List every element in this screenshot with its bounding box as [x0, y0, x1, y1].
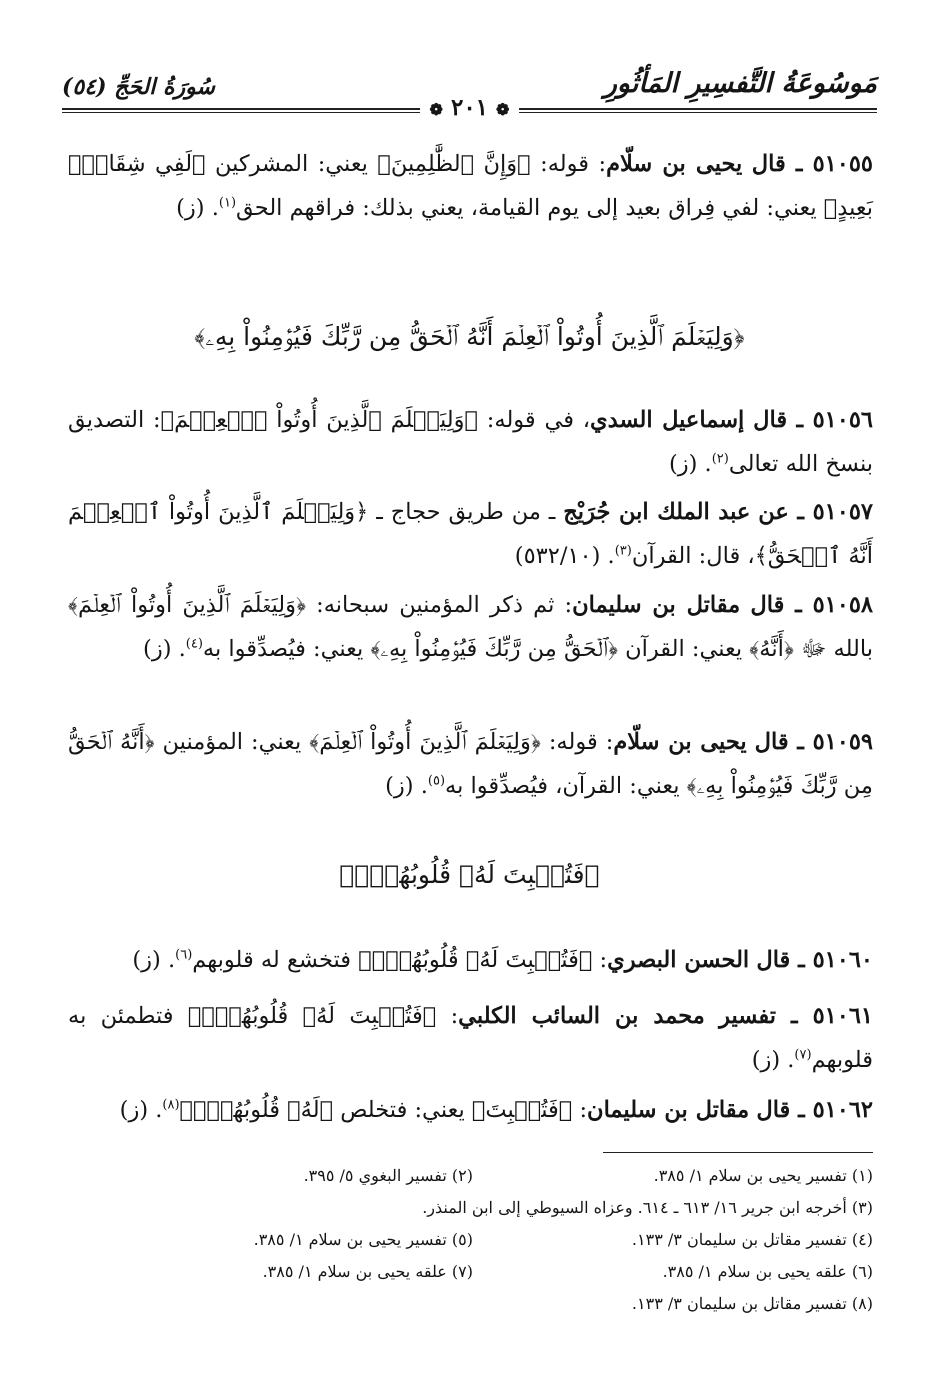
footnote-separator [603, 1152, 873, 1153]
entry-text: ، في قوله: ﴿وَلِيَعۡلَمَ ٱلَّذِينَ أُوتُواْ ٱلۡعِلۡمَ﴾: التصديق بنسخ الله تعالى [68, 407, 873, 477]
book-title: مَوسُوعَةُ التَّفسِيرِ المَأثُورِ [603, 68, 877, 99]
entry-number: ٥١٠٥٩ ـ قال [754, 729, 873, 755]
entry-number: ٥١٠٦٠ ـ قال [756, 947, 873, 973]
footnote-8: (٨) تفسير مقاتل بن سليمان ٣/ ١٣٣. [631, 1294, 873, 1313]
footnote-7: (٧) علقه يحيى بن سلام ١/ ٣٨٥. [262, 1262, 473, 1281]
footnote-row [68, 1256, 873, 1288]
entry-text: : قوله: ﴿وَإِنَّ ٱلظَّٰلِمِينَ﴾ يعني: المشركين ﴿لَفِي شِقَاقٍۭ بَعِيدٍ﴾ يعني: لفي فِراق بعيد إلى يوم القيامة، يعني بذلك: فراقهم الحق [68, 151, 873, 221]
ornament-icon: ❁ [429, 100, 443, 119]
entry-tail: . (ز) [385, 773, 428, 799]
entry-51060 [68, 938, 873, 982]
footnote-ref[interactable]: (٥) [427, 773, 446, 789]
entry-51056 [68, 398, 873, 486]
entry-number: ٥١٠٥٥ ـ قال [751, 151, 874, 177]
narrator-name: إسماعيل السدي [590, 407, 745, 433]
footnote-2: (٢) تفسير البغوي ٥/ ٣٩٥. [303, 1166, 473, 1185]
entry-tail: . (ز) [668, 451, 712, 477]
entry-text: : ﴿فَتُخۡبِتَ لَهُۥ قُلُوبُهُمۡۗ﴾ فتطمئن به قلوبهم [68, 1003, 873, 1073]
narrator-name: يحيى بن سلّام [613, 729, 747, 755]
entry-text: : ﴿فَتُخۡبِتَ﴾ يعني: فتخلص ﴿لَهُۥ قُلُوبُهُمۡۗ﴾ [179, 1097, 588, 1123]
narrator-name: مقاتل بن سليمان [572, 592, 741, 618]
footnote-ref[interactable]: (٢) [711, 451, 729, 467]
entry-tail: . (ز) [176, 195, 219, 221]
entry-tail: . (ز) [751, 1047, 795, 1073]
surah-title: سُورَةُ الحَجِّ (٥٤) [62, 74, 215, 100]
narrator-name: محمد بن السائب الكلبي [458, 1003, 705, 1029]
footnote-ref[interactable]: (٣) [614, 543, 632, 559]
entry-51055 [68, 142, 873, 230]
entry-tail: . (ز) [132, 947, 176, 973]
narrator-name: عبد الملك ابن جُرَيْج [563, 499, 751, 525]
entry-text: : ﴿فَتُخۡبِتَ لَهُۥ قُلُوبُهُمۡۗ﴾ فتخشع له قلوبهم [192, 947, 608, 973]
footnote-4: (٤) تفسير مقاتل بن سليمان ٣/ ١٣٣. [631, 1230, 873, 1249]
entry-text: : ثم ذكر المؤمنين سبحانه: ﴿وَلِيَعۡلَمَ ٱلَّذِينَ أُوتُواْ ٱلۡعِلۡمَ﴾ بالله ﷻ ﴿أَنَّهُ﴾ يعني: القرآن ﴿ٱلۡحَقُّ مِن رَّبِّكَ فَيُؤۡمِنُواْ بِهِۦ﴾ يعني: فيُصدِّقوا به [68, 592, 873, 662]
page-header [62, 68, 877, 128]
entry-text: : قوله: ﴿وَلِيَعۡلَمَ ٱلَّذِينَ أُوتُواْ ٱلۡعِلۡمَ﴾ يعني: المؤمنين ﴿أَنَّهُ ٱلۡحَقُّ مِن رَّبِّكَ فَيُؤۡمِنُواْ بِهِۦ﴾ يعني: القرآن، فيُصدِّقوا به [68, 729, 873, 799]
ornament-icon: ❁ [496, 100, 510, 119]
entry-tail: . (٥٣٢/١٠) [514, 543, 615, 569]
entry-51057 [68, 490, 873, 578]
footnote-row [68, 1160, 873, 1192]
entry-number: ٥١٠٥٨ ـ قال [750, 592, 873, 618]
footnote-ref[interactable]: (٨) [162, 1097, 180, 1113]
entry-number: ٥١٠٥٦ ـ قال [753, 407, 874, 433]
verse-heading: ﴿فَتُخۡبِتَ لَهُۥ قُلُوبُهُمۡۗ﴾ [339, 860, 600, 889]
footnote-ref[interactable]: (١) [218, 195, 237, 211]
footnotes [68, 1160, 873, 1320]
footnote-3: (٣) أخرجه ابن جرير ١٦/ ٦١٣ ـ ٦١٤. وعزاه السيوطي إلى ابن المنذر. [422, 1198, 873, 1217]
footnote-6: (٦) علقه يحيى بن سلام ١/ ٣٨٥. [662, 1262, 873, 1281]
footnote-row [68, 1224, 873, 1256]
footnote-1: (١) تفسير يحيى بن سلام ١/ ٣٨٥. [653, 1166, 873, 1185]
narrator-name: مقاتل بن سليمان [587, 1097, 750, 1123]
footnote-ref[interactable]: (٤) [185, 636, 203, 652]
entry-number: ٥١٠٦١ ـ تفسير [719, 1003, 874, 1029]
entry-tail: . (ز) [119, 1097, 163, 1123]
entry-number: ٥١٠٦٢ ـ قال [756, 1097, 873, 1123]
footnote-ref[interactable]: (٧) [794, 1047, 812, 1063]
narrator-name: يحيى بن سلّام [606, 151, 743, 177]
footnote-ref[interactable]: (٦) [175, 947, 193, 963]
entry-51062 [68, 1088, 873, 1132]
entry-number: ٥١٠٥٧ ـ عن [758, 499, 873, 525]
entry-tail: . (ز) [143, 636, 186, 662]
entry-text: ـ من طريق حجاج ـ ﴿وَلِيَعۡلَمَ ٱلَّذِينَ أُوتُواْ ٱلۡعِلۡمَ أَنَّهُ ٱلۡحَقُّ﴾، قال: القرآن [68, 499, 873, 569]
entry-51059 [68, 720, 873, 808]
narrator-name: الحسن البصري [607, 947, 750, 973]
page-number-box [420, 94, 520, 121]
verse-heading: ﴿وَلِيَعۡلَمَ ٱلَّذِينَ أُوتُواْ ٱلۡعِلۡمَ أَنَّهُ ٱلۡحَقُّ مِن رَّبِّكَ فَيُؤۡمِنُواْ بِهِۦ﴾ [194, 322, 745, 351]
entry-51061 [68, 994, 873, 1082]
page-number: ٢٠١ [450, 94, 489, 121]
entry-51058 [68, 583, 873, 671]
footnote-5: (٥) تفسير يحيى بن سلام ١/ ٣٨٥. [253, 1230, 473, 1249]
